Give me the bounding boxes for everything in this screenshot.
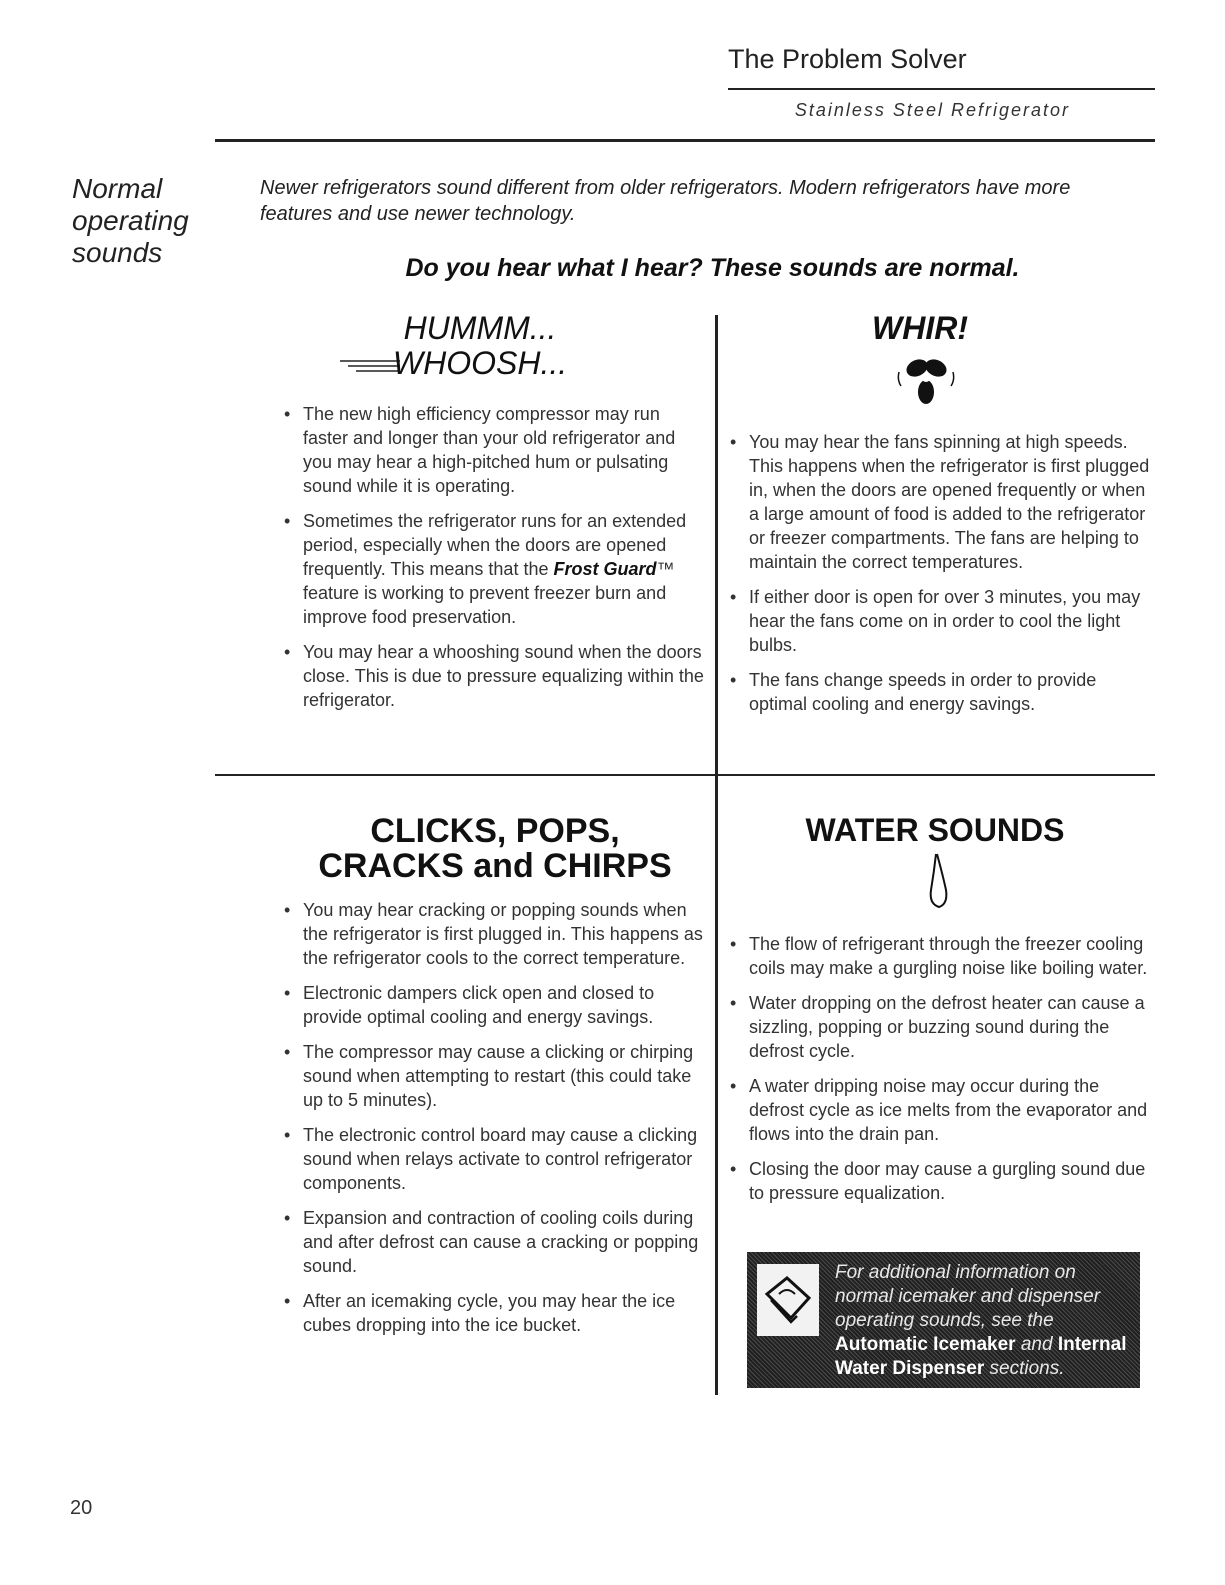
column-divider [715,315,718,1395]
list-item: • The fans change speeds in order to provide optimal cooling and energy savings. [730,668,1150,716]
info-link-internal-water-dispenser: Internal Water Dispenser [835,1334,1127,1379]
info-text-part: sections. [984,1358,1065,1379]
frost-guard-term: Frost Guard [553,559,657,579]
list-item: • A water dripping noise may occur during the defrost cycle as ice melts from the evaporator and flows into the drain pan. [730,1074,1150,1146]
page-header-title: The Problem Solver [728,44,967,74]
list-item: • You may hear cracking or popping sounds when the refrigerator is first plugged in. This happens as the refrigerator cools to the correct temperature. [284,898,704,970]
section-divider [215,139,1155,142]
clicks-title: CLICKS, POPS, [370,812,620,850]
info-link-automatic-icemaker: Automatic Icemaker [835,1334,1016,1355]
water-sounds-title: WATER SOUNDS [805,812,1065,848]
intro-paragraph: Newer refrigerators sound different from older refrigerators. Modern refrigerators have more features and use newer technology. [260,177,1071,225]
manual-book-icon [757,1264,819,1336]
info-box-text [835,1261,1135,1381]
side-heading-line: sounds [72,237,163,268]
list-item-text: Sometimes the refrigerator runs for an extended period, especially when the doors are opened frequently. This means that the [303,511,687,579]
list-item: • The electronic control board may cause a clicking sound when relays activate to control refrigerator components. [284,1123,704,1195]
water-bullet-list [730,932,1150,1216]
list-item: • You may hear the fans spinning at high speeds. This happens when the refrigerator is first plugged in, when the doors are opened frequently or when a large amount of food is added to the refrigerator or freezer compartments. The fans are helping to maintain the correct temperatures. [730,430,1150,574]
list-item: • Closing the door may cause a gurgling sound due to pressure equalization. [730,1157,1150,1205]
info-text-part: and [1015,1334,1058,1355]
whoosh-title: WHOOSH... [392,345,568,381]
list-item: • If either door is open for over 3 minutes, you may hear the fans come on in order to cool the light bulbs. [730,585,1150,657]
cracks-title: CRACKS and CHIRPS [318,847,672,885]
whir-bullet-list [730,430,1150,727]
hum-bullet-list [284,402,704,723]
list-item: • You may hear a whooshing sound when the doors close. This is due to pressure equalizing within the refrigerator. [284,640,704,712]
list-item: • The new high efficiency compressor may run faster and longer than your old refrigerator and you may hear a high-pitched hum or pulsating sound while it is operating. [284,402,704,498]
whir-title: WHIR! [872,310,968,346]
list-item: • The compressor may cause a clicking or chirping sound when attempting to restart (this could take up to 5 minutes). [284,1040,704,1112]
list-item: • Water dropping on the defrost heater can cause a sizzling, popping or buzzing sound during the defrost cycle. [730,991,1150,1063]
clicks-bullet-list [284,898,704,1348]
fan-icon [895,352,957,408]
side-heading-line: Normal [72,173,163,204]
list-item: • The flow of refrigerant through the freezer cooling coils may make a gurgling noise like boiling water. [730,932,1150,980]
list-item: • Expansion and contraction of cooling coils during and after defrost can cause a cracking or popping sound. [284,1206,704,1278]
list-item-text: ™ feature is working to prevent freezer burn and improve food preservation. [303,559,675,627]
hum-title: HUMMM... [403,310,557,346]
side-heading-line: operating [72,205,189,236]
info-text-part: For additional information on normal icemaker and dispenser operating sounds, see the [835,1262,1101,1331]
page-header-subtitle: Stainless Steel Refrigerator [794,100,1070,120]
section-subtitle: Do you hear what I hear? These sounds are normal. [405,254,1020,282]
list-item: • After an icemaking cycle, you may hear the ice cubes dropping into the ice bucket. [284,1289,704,1337]
list-item [284,509,704,629]
list-item: • Electronic dampers click open and closed to provide optimal cooling and energy savings. [284,981,704,1029]
page-number: 20 [70,1497,93,1519]
row-divider [215,774,1155,776]
header-divider [728,88,1155,90]
water-drop-icon [928,852,950,910]
